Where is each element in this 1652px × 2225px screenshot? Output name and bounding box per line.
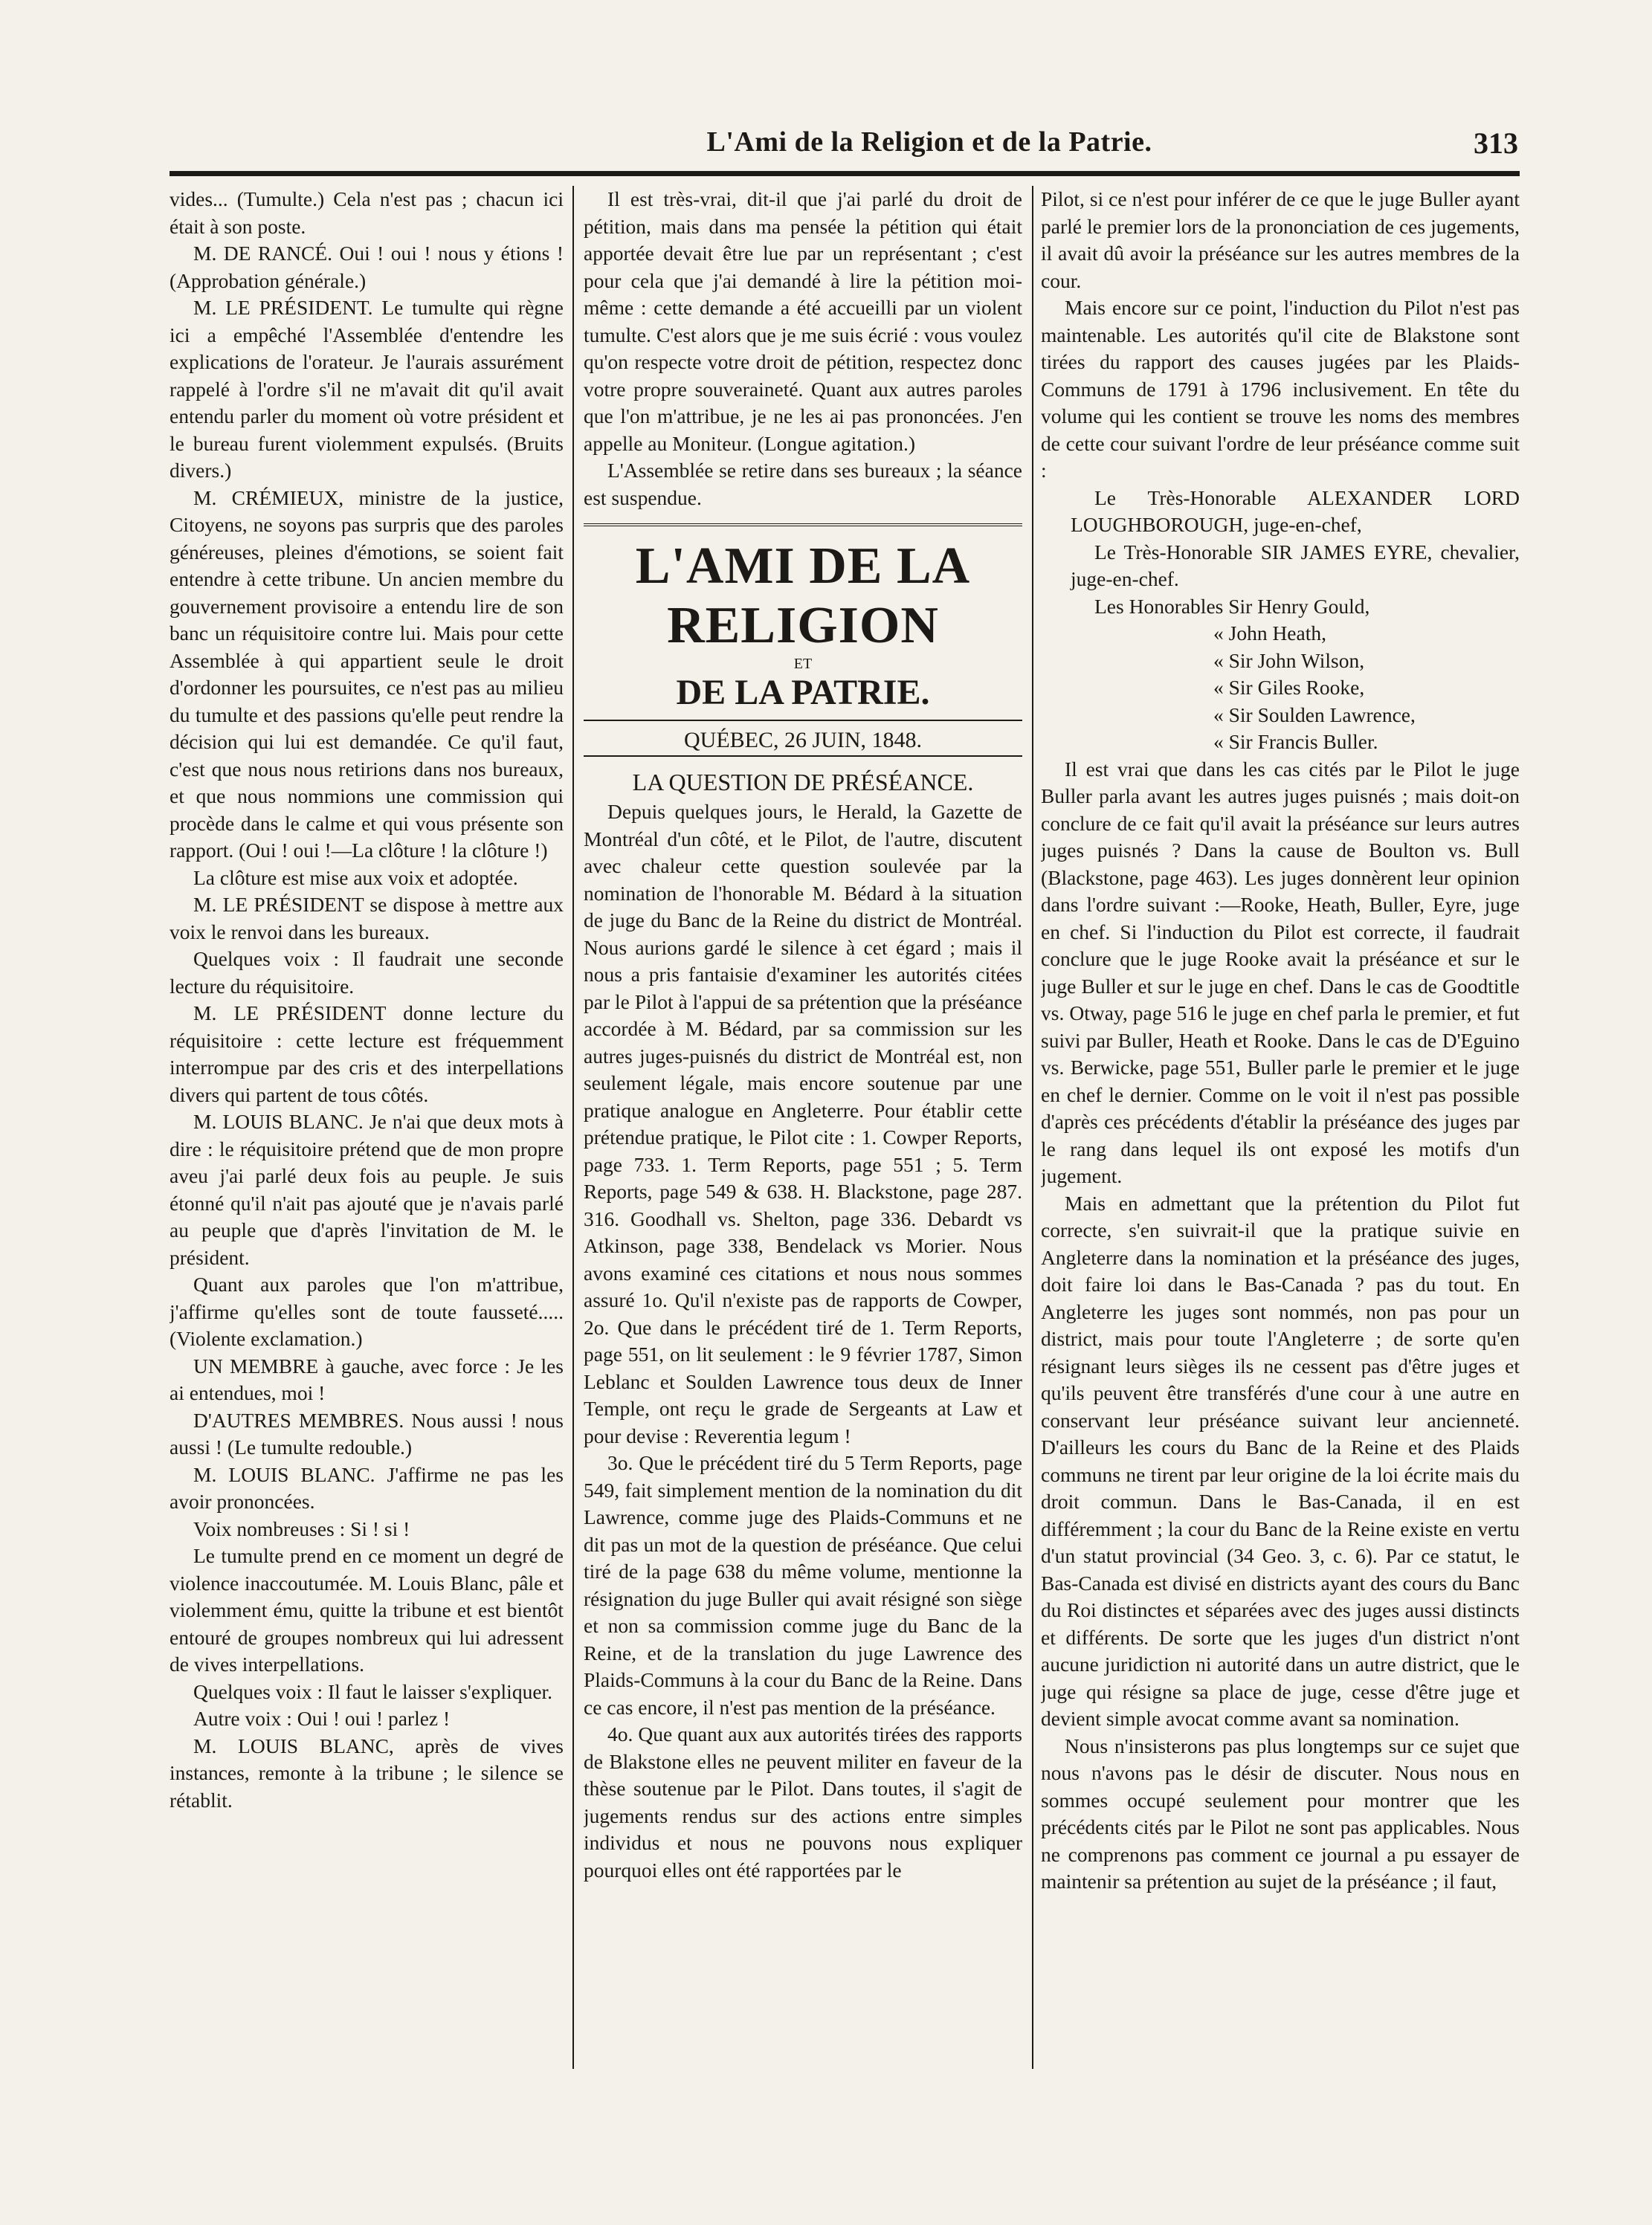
- judge-list-line: « Sir Giles Rooke,: [1213, 676, 1365, 699]
- paragraph: Pilot, si ce n'est pour inférer de ce que le juge Buller ayant parlé le premier lors de la prononciation de ces jugements, il avait dû avoir la préséance sur les autres membres de la cour.: [1041, 187, 1520, 292]
- paragraph: M. LE PRÉSIDENT se dispose à mettre aux voix le renvoi dans les bureaux.: [170, 893, 564, 943]
- masthead-subtitle: DE LA PATRIE.: [676, 673, 930, 712]
- paragraph: Il est très-vrai, dit-il que j'ai parlé du droit de pétition, mais dans ma pensée la pétition qui était apportée devait être lue par un représentant ; c'est pour cela que j'ai demandé à lire la pétition moi-même : cette demande a été accueilli par un violent tumulte. C'est alors que je me suis écrié : vous voulez qu'on respecte votre droit de pétition, respectez donc votre propre souveraineté. Quant aux autres paroles que l'on m'attribue, je ne les ai pas prononcées. J'en appelle au Moniteur. (Longue agitation.): [584, 187, 1022, 455]
- judge-list-line: Les Honorables Sir Henry Gould,: [1094, 594, 1370, 618]
- paragraph: L'Assemblée se retire dans ses bureaux ; la séance est suspendue.: [584, 459, 1022, 509]
- paragraph: 4o. Que quant aux aux autorités tirées des rapports de Blakstone elles ne peuvent militer en faveur de la thèse soutenue par le Pilot. Dans toutes, il s'agit de jugements rendus sur des actions entre simples individus et nous ne pouvons nous expliquer pourquoi elles ont été rapportées par le: [584, 1722, 1022, 1882]
- paragraph: Mais en admettant que la prétention du Pilot fut correcte, s'en suivrait-il que la pratique suivie en Angleterre dans la nomination et la préséance des juges, doit faire loi dans le Bas-Canada ? pas du tout. En Angleterre les juges sont nommés, non pas pour un district, mais pour toute l'Angleterre ; de sorte qu'en résignant leurs sièges ils ne cessent pas d'être juges et qu'ils peuvent être transférés d'une cour à une autre en conservant leur préséance suivant leur ancienneté. D'ailleurs les cours du Banc de la Reine et des Plaids communs ne tirent par leur origine de la loi écrite mais du droit commun. Dans le Bas-Canada, il en est différemment ; la cour du Banc de la Reine existe en vertu d'un statut provincial (34 Geo. 3, c. 6). Par ce statut, le Bas-Canada est divisé en districts ayant des cours du Banc du Roi distinctes et séparées avec des juges aussi distincts et différents. De sorte que les juges d'un district n'ont aucune juridiction ni autorité dans un autre district, que le juge qui résigne sa place de juge, cesse d'être juge et devient simple avocat comme avant sa nomination.: [1041, 1191, 1520, 1730]
- paragraph: Mais encore sur ce point, l'induction du Pilot n'est pas maintenable. Les autorités qu'il cite de Blakstone sont tirées du rapport des causes jugées par les Plaids-Communs de 1791 à 1796 inclusivement. En tête du volume qui les contient se trouve les noms des membres de cette cour suivant l'ordre de leur préséance comme suit :: [1041, 296, 1520, 482]
- paragraph: La clôture est mise aux voix et adoptée.: [193, 865, 518, 889]
- paragraph: M. LOUIS BLANC. Je n'ai que deux mots à dire : le réquisitoire prétend que de mon propre aveu j'ai parlé deux fois au peuple. Je suis étonné qu'il n'ait pas ajouté que je n'avais parlé au peuple que d'après l'invitation de M. le président.: [170, 1110, 564, 1269]
- section-title: LA QUESTION DE PRÉSÉANCE.: [632, 769, 974, 795]
- judge-list-line: « Sir John Wilson,: [1213, 648, 1365, 672]
- judge-list-line: Le Très-Honorable SIR JAMES EYRE, chevalier, juge-en-chef.: [1071, 540, 1520, 590]
- column-3: [1041, 186, 1520, 2069]
- paragraph: UN MEMBRE à gauche, avec force : Je les ai entendues, moi !: [170, 1354, 564, 1404]
- column-1: [170, 186, 564, 2069]
- paragraph: D'AUTRES MEMBRES. Nous aussi ! nous aussi ! (Le tumulte redouble.): [170, 1408, 564, 1459]
- paragraph: Depuis quelques jours, le Herald, la Gazette de Montréal d'un côté, et le Pilot, de l'autre, discutent avec chaleur cette question soulevée par la nomination de l'honorable M. Bédard à la situation de juge du Banc de la Reine du district de Montréal. Nous aurions gardé le silence à cet égard ; mais il nous a pris fantaisie d'examiner les autorités citées par le Pilot à l'appui de sa prétention que la préséance accordée à M. Bédard, par sa commission sur les autres juges-puisnés du district de Montréal est, non seulement légale, mais encore soutenue par une pratique analogue en Angleterre. Pour établir cette prétendue pratique, le Pilot cite : 1. Cowper Reports, page 733. 1. Term Reports, page 551 ; 5. Term Reports, page 549 & 638. H. Blackstone, page 287. 316. Goodhall vs. Shelton, page 336. Debardt vs Atkinson, page 338, Bendelack vs Morier. Nous avons examiné ces citations et nous nous sommes assuré 1o. Qu'il n'existe pas de rapports de Cowper, 2o. Que dans le précédent tiré de 1. Term Reports, page 551, on lit seulement : le 9 février 1787, Simon Leblanc et Soulden Lawrence tous deux de Inner Temple, ont reçu le grade de Sergeants at Law et pour devise : Reverentia legum !: [584, 800, 1022, 1447]
- paragraph: M. LE PRÉSIDENT donne lecture du réquisitoire : cette lecture est fréquemment interrompue par des cris et des interpellations divers qui partent de tous côtés.: [170, 1001, 564, 1106]
- running-title: L'Ami de la Religion et de la Patrie.: [706, 126, 1152, 158]
- column-2: [584, 186, 1022, 2069]
- paragraph: Le tumulte prend en ce moment un degré de violence inaccoutumée. M. Louis Blanc, pâle et violemment ému, quitte la tribune et est bientôt entouré de groupes nombreux qui lui adressent de vives interpellations.: [170, 1544, 564, 1676]
- paragraph: Nous n'insisterons pas plus longtemps sur ce sujet que nous n'avons pas le désir de discuter. Nous nous en sommes occupé seulement pour montrer que les précédents cités par le Pilot ne sont pas applicables. Nous ne comprenons pas comment ce journal a pu essayer de maintenir sa prétention au sujet de la préséance ; il faut,: [1041, 1734, 1520, 1893]
- paragraph: M. LOUIS BLANC. J'affirme ne pas les avoir prononcées.: [170, 1462, 564, 1513]
- paragraph: M. CRÉMIEUX, ministre de la justice, Citoyens, ne soyons pas surpris que des paroles généreuses, pleines d'émotions, se soient fait entendre à cette tribune. Un ancien membre du gouvernement provisoire a entendu lire de son banc un réquisitoire contre lui. Mais pour cette Assemblée à qui appartient seule le droit d'ordonner les poursuites, ce n'est pas au milieu du tumulte et des passions qu'elle peut rendre la décision qui lui est demandée. Ce qu'il faut, c'est que nous nous retirions dans nos bureaux, et que nous nommions une commission qui procède dans le calme et qui vous présente son rapport. (Oui ! oui !—La clôture ! la clôture !): [170, 485, 564, 862]
- judge-list-line: « Sir Soulden Lawrence,: [1213, 703, 1416, 726]
- running-head: [171, 123, 1518, 167]
- paragraph: vides... (Tumulte.) Cela n'est pas ; chacun ici était à son poste.: [170, 187, 564, 238]
- paragraph: Quelques voix : Il faut le laisser s'expliquer.: [193, 1679, 553, 1703]
- page-number: 313: [1474, 126, 1518, 160]
- judge-list-line: Le Très-Honorable ALEXANDER LORD LOUGHBOROUGH, juge-en-chef,: [1071, 485, 1520, 536]
- paragraph: M. DE RANCÉ. Oui ! oui ! nous y étions ! (Approbation générale.): [170, 242, 564, 292]
- paragraph: M. LOUIS BLANC, après de vives instances, remonte à la tribune ; le silence se rétablit.: [170, 1734, 564, 1812]
- judge-list-line: « John Heath,: [1213, 621, 1326, 645]
- paragraph: Il est vrai que dans les cas cités par le Pilot le juge Buller parla avant les autres juges puisnés ; mais doit-on conclure de ce fait qu'il avait la préséance sur leurs autres juges puisnés ? Dans la cause de Boulton vs. Bull (Blackstone, page 463). Les juges donnèrent leur opinion dans l'ordre suivant :—Rooke, Heath, Buller, Eyre, juge en chef. Si l'induction du Pilot est correcte, il faudrait conclure que le juge Rooke avait la préséance et sur le juge Buller et sur le juge en chef. Dans le cas de Goodtitle vs. Otway, page 516 le juge en chef parla le premier, et fut suivi par Buller, Heath et Rooke. Dans le cas de D'Eguino vs. Berwicke, page 551, Buller parle le premier et le juge en chef le dernier. Comme on le voit il n'est pas possible d'après ces précédents d'établir la préséance des juges par le rang dans lequel ils ont exposé les motifs d'un jugement.: [1041, 757, 1520, 1187]
- dateline: QUÉBEC, 26 JUIN, 1848.: [584, 720, 1022, 757]
- masthead-conjunction: ET: [793, 656, 813, 672]
- column-rule: [572, 186, 574, 2069]
- paragraph: Quelques voix : Il faudrait une seconde lecture du réquisitoire.: [170, 947, 564, 998]
- header-rule: [170, 171, 1520, 176]
- paragraph: Voix nombreuses : Si ! si !: [193, 1517, 410, 1540]
- masthead-title: L'AMI DE LA RELIGION: [635, 537, 971, 654]
- paragraph: Autre voix : Oui ! oui ! parlez !: [193, 1707, 451, 1730]
- paragraph: 3o. Que le précédent tiré du 5 Term Reports, page 549, fait simplement mention de la nomination du dit Lawrence, comme juge des Plaids-Communs et ne dit pas un mot de la question de préséance. Que celui tiré de la page 638 du même volume, mentionne la résignation du juge Buller qui avait résigné son siège et non sa commission comme juge du Banc de la Reine, et de la translation du juge Lawrence des Plaids-Communs à la cour du Banc de la Reine. Dans ce cas encore, il n'est pas mention de la préséance.: [584, 1451, 1022, 1719]
- column-rule: [1032, 186, 1033, 2069]
- judge-list-line: « Sir Francis Buller.: [1213, 730, 1378, 753]
- paragraph: Quant aux paroles que l'on m'attribue, j'affirme qu'elles sont de toute fausseté..... (Violente exclamation.): [170, 1273, 564, 1350]
- masthead: [584, 523, 1022, 757]
- paragraph: M. LE PRÉSIDENT. Le tumulte qui règne ici a empêché l'Assemblée d'entendre les explications de l'orateur. Je l'aurais assurément rappelé à l'ordre s'il ne m'avait dit qu'il avait entendu parler du moment où votre président et le bureau furent violemment expulsés. (Bruits divers.): [170, 296, 564, 482]
